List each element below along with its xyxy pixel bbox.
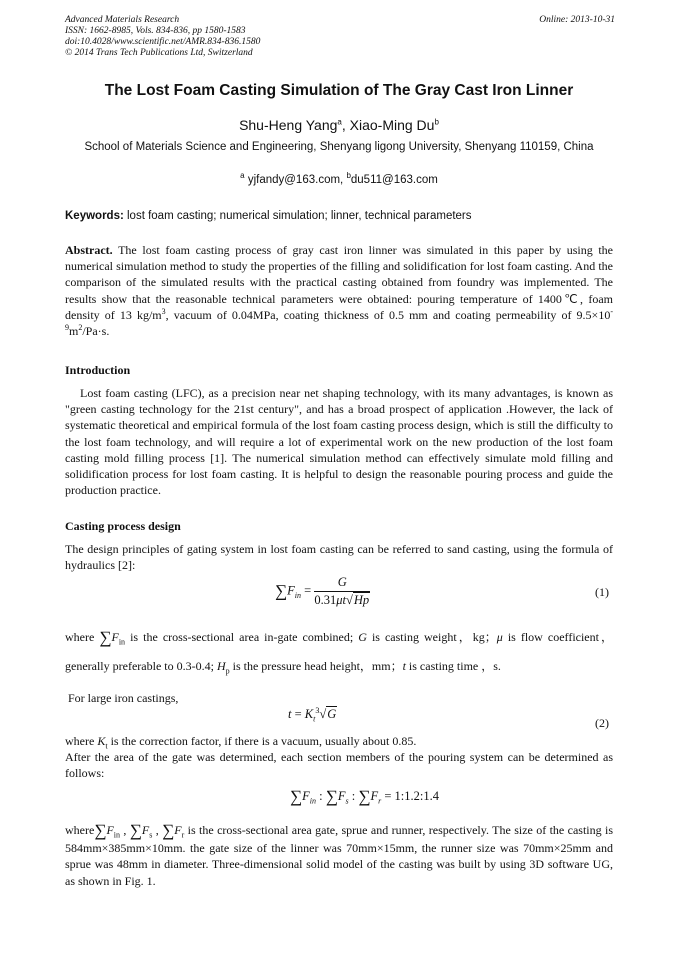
text-run: is the cross-sectional area in-gate combined; bbox=[125, 630, 359, 644]
sum-symbol: ∑ bbox=[325, 787, 338, 806]
eq-subscript: s bbox=[345, 796, 349, 806]
root-index: 3 bbox=[315, 705, 320, 715]
eq-symbol: F bbox=[287, 583, 295, 598]
eq-symbol: F bbox=[106, 823, 114, 837]
equation-1 bbox=[275, 575, 370, 608]
keywords bbox=[65, 210, 613, 222]
eq-operator: = bbox=[301, 583, 315, 598]
abstract-text: , vacuum of 0.04MPa, coating thickness of 0.5 mm and coating permeability of 9.5×10 bbox=[165, 307, 611, 322]
eq-subscript: t bbox=[105, 741, 108, 751]
author-name: Xiao-Ming Du bbox=[349, 117, 435, 133]
superscript: 3 bbox=[161, 306, 166, 316]
issn-line: ISSN: 1662-8985, Vols. 834-836, pp 1580-1583 bbox=[65, 26, 246, 36]
equation-number: (1) bbox=[595, 585, 609, 599]
eq-subscript: in bbox=[294, 590, 301, 600]
eq-symbol: K bbox=[97, 734, 106, 748]
text-run: is flow coefficient，generally preferable to 0.3-0.4; bbox=[65, 630, 614, 673]
eq-subscript: r bbox=[181, 830, 185, 840]
author-mark: a bbox=[337, 117, 342, 127]
text-run: is the cross-sectional area gate, sprue and runner, respectively. The size of the casting is 584mm×385mm×10mm. the gate size of the linner was 70mm×15mm, the runner size was 70mm×25mm and sprue was 48mm in diameter. Three-dimensional solid model of the casting was built by using 3D software UG, as shown in Fig. 1. bbox=[65, 823, 614, 888]
text-run: , bbox=[152, 823, 163, 837]
eq-symbol: H bbox=[216, 659, 226, 673]
sum-symbol: ∑ bbox=[275, 581, 288, 601]
where-paragraph-1 bbox=[65, 623, 613, 680]
text-run: is the correction factor, if there is a vacuum, usually about 0.85. bbox=[107, 734, 417, 748]
eq-subscript: p bbox=[225, 666, 230, 676]
abstract-text: /Pa·s. bbox=[82, 324, 110, 339]
eq-symbol: F bbox=[370, 789, 379, 803]
fraction bbox=[314, 575, 370, 608]
eq-symbol: F bbox=[111, 630, 119, 644]
fraction-denominator bbox=[314, 592, 370, 608]
eq-subscript: in bbox=[309, 796, 316, 806]
eq-subscript: r bbox=[378, 796, 382, 806]
abstract-label: Abstract. bbox=[65, 243, 113, 257]
email-address: du511@163.com bbox=[350, 174, 438, 186]
sum-symbol: ∑ bbox=[94, 821, 107, 840]
eq-subscript: in bbox=[118, 637, 126, 647]
paper-title: The Lost Foam Casting Simulation of The Gray Cast Iron Linner bbox=[104, 82, 574, 99]
large-castings-line: For large iron castings, bbox=[68, 691, 179, 705]
sum-symbol: ∑ bbox=[358, 787, 371, 806]
author-separator: , bbox=[341, 117, 350, 133]
where-paragraph-3 bbox=[65, 822, 613, 889]
email-line bbox=[40, 171, 638, 186]
email-mark: b bbox=[346, 171, 351, 181]
sqrt-symbol: √ bbox=[319, 707, 327, 721]
eq-symbol: F bbox=[337, 789, 346, 803]
text-run: where bbox=[65, 734, 98, 748]
author-mark: b bbox=[434, 117, 439, 127]
eq-operator: = bbox=[291, 707, 305, 721]
keywords-label: Keywords: bbox=[65, 210, 124, 222]
equation-3 bbox=[290, 787, 439, 807]
abstract-text: The lost foam casting process of gray cast iron linner was simulated in this paper by using the numerical simulation method to study the properties of the filling and solidification for lost foam casting. And the comparison of the simulated results with the practical casting obtained from foundry was implemented. The results show that the reasonable technical parameters were obtained: pouring temperature of 1400℃, foam density of 13 kg/m bbox=[65, 243, 613, 322]
eq-symbol: μ bbox=[336, 593, 343, 607]
eq-operator: : bbox=[316, 789, 326, 803]
process-paragraph: The design principles of gating system in lost foam casting can be referred to sand casting, using the formula of hydraulics [2]: bbox=[65, 542, 613, 573]
text-run: , bbox=[120, 823, 130, 837]
eq-subscript: s bbox=[149, 830, 153, 840]
superscript: 2 bbox=[78, 323, 83, 333]
eq-symbol: F bbox=[302, 789, 310, 803]
eq-symbol: F bbox=[174, 823, 182, 837]
where-paragraph-2 bbox=[65, 733, 613, 749]
keywords-text: lost foam casting; numerical simulation; linner, technical parameters bbox=[123, 210, 472, 222]
text-run: is the pressure head height，mm； bbox=[229, 659, 403, 673]
sum-symbol: ∑ bbox=[129, 821, 142, 840]
text-run: is casting time ，s. bbox=[405, 659, 501, 673]
sum-symbol: ∑ bbox=[162, 821, 175, 840]
copyright-line: © 2014 Trans Tech Publications Ltd, Switzerland bbox=[65, 48, 253, 58]
superscript: -9 bbox=[65, 306, 613, 333]
author-name: Shu-Heng Yang bbox=[239, 117, 338, 133]
equation-2 bbox=[288, 707, 337, 722]
abstract-text: m bbox=[69, 324, 79, 339]
email-mark: a bbox=[240, 171, 245, 181]
after-paragraph: After the area of the gate was determined, each section members of the pouring system can be determined as follows: bbox=[65, 750, 613, 781]
sum-symbol: ∑ bbox=[290, 787, 303, 806]
text-run: where bbox=[65, 823, 95, 837]
sqrt-argument: G bbox=[327, 707, 337, 721]
email-address: yjfandy@163.com, bbox=[244, 174, 347, 186]
text-run: where bbox=[65, 630, 100, 644]
eq-symbol: F bbox=[141, 823, 150, 837]
eq-subscript: in bbox=[113, 830, 121, 840]
eq-symbol: K bbox=[304, 707, 314, 721]
eq-rhs: = 1:1.2:1.4 bbox=[381, 789, 439, 803]
abstract bbox=[65, 242, 613, 339]
author-list bbox=[40, 117, 638, 133]
eq-operator: : bbox=[348, 789, 359, 803]
text-run: is casting weight，kg； bbox=[366, 630, 497, 644]
eq-symbol: t bbox=[288, 707, 292, 721]
fraction-numerator: G bbox=[314, 575, 370, 592]
eq-coefficient: 0.31 bbox=[314, 593, 337, 607]
section-heading-introduction: Introduction bbox=[65, 363, 131, 377]
sum-symbol: ∑ bbox=[99, 628, 112, 647]
eq-symbol: t bbox=[342, 593, 346, 607]
running-header bbox=[65, 15, 615, 59]
doi-line: doi:10.4028/www.scientific.net/AMR.834-836.1580 bbox=[65, 37, 261, 47]
eq-symbol: t bbox=[402, 659, 406, 673]
eq-symbol: μ bbox=[496, 630, 503, 644]
equation-number: (2) bbox=[595, 716, 609, 730]
journal-name: Advanced Materials Research bbox=[65, 15, 180, 25]
affiliation: School of Materials Science and Engineering, Shenyang ligong University, Shenyang 110159, China bbox=[84, 141, 594, 153]
online-date: Online: 2013-10-31 bbox=[539, 15, 615, 25]
sqrt-argument: Hp bbox=[353, 593, 370, 607]
eq-subscript: t bbox=[313, 714, 316, 724]
sqrt-symbol: √ bbox=[345, 593, 353, 607]
section-heading-casting-process: Casting process design bbox=[65, 519, 181, 533]
introduction-paragraph: Lost foam casting (LFC), as a precision near net shaping technology, with its many advantages, is known as "green casting technology for the 21st century", and has a broad prospect of application .However, the lack of systematic theoretical and empirical formula of the lost foam casting process design, which is still the difficulty to the lost foam technology, and will require a lot of experimental work on the new production of the lost foam casting mold filling process [1]. The numerical simulation method can effectively simulate mold filling and solidification process for lost foam casting. It is helpful to design the reasonable pouring process and guide the production practice. bbox=[65, 386, 613, 498]
eq-symbol: G bbox=[358, 630, 367, 644]
